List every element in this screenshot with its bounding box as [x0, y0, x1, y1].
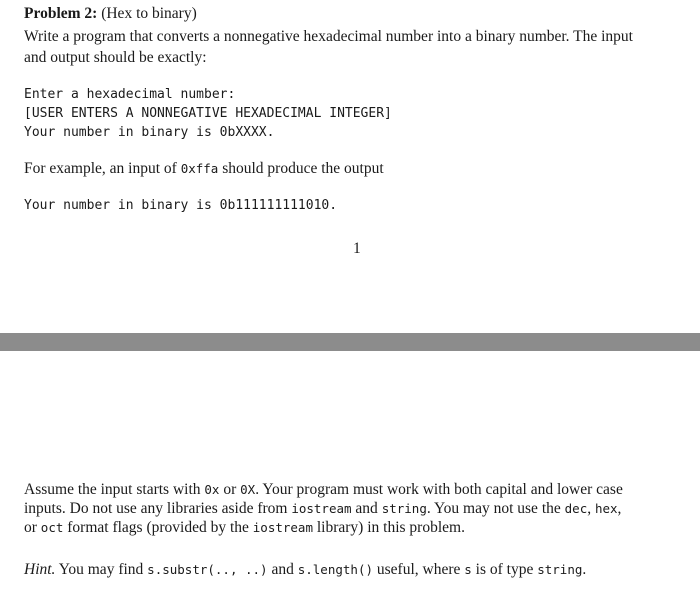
text-span: or	[24, 519, 41, 536]
text-span: . You may not use the	[426, 500, 565, 517]
code-line-3: Your number in binary is 0bXXXX.	[24, 125, 275, 140]
code-iostream: iostream	[252, 520, 313, 535]
assume-line-1	[24, 481, 623, 499]
text-span: and	[267, 561, 298, 578]
text-span: You may find	[55, 561, 148, 578]
code-string: string	[537, 562, 583, 577]
text-span: ,	[617, 500, 622, 517]
code-s: s	[464, 562, 472, 577]
problem-subtitle: (Hex to binary)	[97, 5, 197, 22]
code-length: s.length()	[297, 562, 373, 577]
example-pre: For example, an input of	[24, 160, 181, 177]
problem-heading	[24, 5, 197, 23]
text-span: Assume the input starts with	[24, 481, 205, 498]
code-line-2: [USER ENTERS A NONNEGATIVE HEXADECIMAL INTEGER]	[24, 106, 392, 121]
text-span: inputs. Do not use any libraries aside from	[24, 500, 292, 517]
code-hex: hex	[594, 501, 618, 516]
text-span: . Your program must work with both capital and lower case	[255, 481, 623, 498]
code-dec: dec	[564, 501, 588, 516]
text-span: .	[582, 561, 587, 578]
example-post: should produce the output	[218, 160, 384, 177]
intro-line-1: Write a program that converts a nonnegative hexadecimal number into a binary number. The input	[24, 28, 633, 45]
page-divider	[0, 333, 700, 351]
text-span: format flags (provided by the	[63, 519, 253, 536]
output-line: Your number in binary is 0b111111111010.	[24, 198, 338, 213]
code-string: string	[381, 501, 427, 516]
code-line-1: Enter a hexadecimal number:	[24, 87, 236, 102]
hint-label: Hint.	[24, 561, 56, 578]
example-code: 0xffa	[180, 161, 219, 176]
text-span: and	[351, 500, 382, 517]
page-number: 1	[353, 240, 361, 257]
text-span: library) in this problem.	[312, 519, 465, 536]
code-0X: 0X	[240, 482, 256, 497]
code-oct: oct	[40, 520, 64, 535]
text-span: or	[219, 481, 241, 498]
code-iostream: iostream	[291, 501, 352, 516]
text-span: ,	[587, 500, 595, 517]
intro-line-2: and output should be exactly:	[24, 49, 207, 66]
assume-line-2	[24, 500, 621, 518]
example-sentence	[24, 160, 384, 178]
problem-label: Problem 2:	[24, 5, 98, 22]
assume-line-3	[24, 519, 465, 537]
code-substr: s.substr(.., ..)	[147, 562, 268, 577]
text-span: useful, where	[373, 561, 465, 578]
text-span: is of type	[471, 561, 538, 578]
code-0x: 0x	[204, 482, 220, 497]
hint-line	[24, 561, 586, 579]
